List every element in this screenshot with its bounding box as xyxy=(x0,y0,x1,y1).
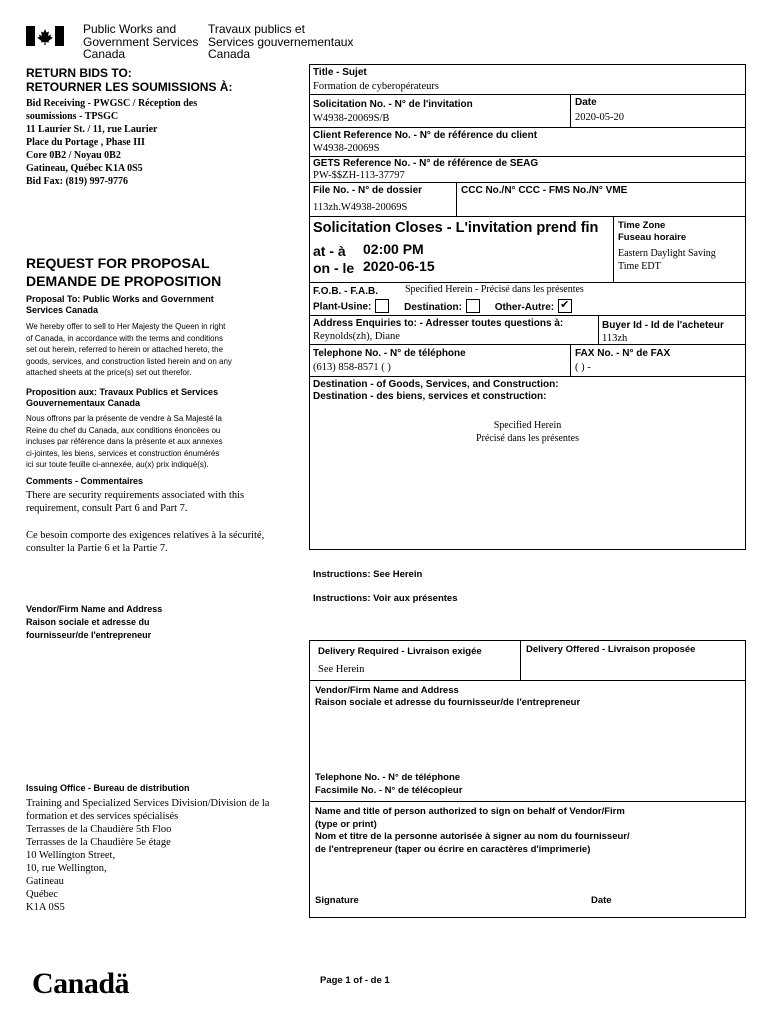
comments-label: Comments - Commentaires xyxy=(26,476,144,486)
proposal-to: Proposal To: Public Works and Government Services Canada xyxy=(26,294,214,315)
destination-checkbox[interactable] xyxy=(466,299,480,313)
solicitation-value: W4938-20069S/B xyxy=(313,113,390,124)
comments-fr: Ce besoin comporte des exigences relatives à la sécurité, consulter la Partie 6 et la Partie 7. xyxy=(26,530,265,554)
page-number: Page 1 of - de 1 xyxy=(320,975,390,986)
signature-label: Signature xyxy=(315,895,359,906)
client-ref-value: W4938-20069S xyxy=(313,143,380,154)
return-bids-address: Bid Receiving - PWGSC / Réception des soumissions - TPSGC 11 Laurier St. / 11, rue Laurier Place du Portage , Phase III Core 0B2 / Noyau 0B2 Gatineau, Québec K1A 0S5 Bid Fax: (819) 997-9776 xyxy=(26,98,198,187)
rfp-title: REQUEST FOR PROPOSAL DEMANDE DE PROPOSITION xyxy=(26,255,222,289)
destination-label: Destination: xyxy=(404,301,462,313)
canada-flag-icon xyxy=(26,26,64,46)
destination-goods-value: Specified Herein Précisé dans les présentes xyxy=(475,420,580,444)
canada-wordmark: Canadä xyxy=(32,967,130,1000)
phone-label: Telephone No. - N° de téléphone xyxy=(313,348,466,359)
comments-en: There are security requirements associated with this requirement, consult Part 6 and Part 7. xyxy=(26,490,245,514)
issuing-office-address: Training and Specialized Services Division/Division de la formation et des services spécialisés Terrasses de la Chaudière 5th Floo Terrasses de la Chaudière 5e étage 10 Wellington Street, 10, rue Wellington, Gatineau Québec K1A 0S5 xyxy=(26,798,270,913)
title-value: Formation de cyberopérateurs xyxy=(313,81,439,92)
plant-label: Plant-Usine: xyxy=(313,301,372,313)
delivery-required-label: Delivery Required - Livraison exigée xyxy=(318,646,482,657)
fob-label: F.O.B. - F.A.B. xyxy=(313,286,378,297)
solicitation-label: Solicitation No. - N° de l'invitation xyxy=(313,99,473,110)
authorized-person-label: Name and title of person authorized to sign on behalf of Vendor/Firm (type or print) Nom et titre de la personne autorisée à signer au nom du fournisseur/ de l'entrepreneur (taper ou écrire en caractères d'imprimerie) xyxy=(315,806,630,855)
offer-text-en: We hereby offer to sell to Her Majesty the Queen in right of Canada, in accordance with the terms and conditions set out herein, referred to herein or attached hereto, the goods, services, and construction listed herein and on any attached sheets at the price(s) set out therefor. xyxy=(26,322,232,377)
shipping-options xyxy=(313,300,578,315)
other-label: Other-Autre: xyxy=(494,301,555,313)
vendor-label-left: Vendor/Firm Name and Address Raison sociale et adresse du fournisseur/de l'entrepreneur xyxy=(26,604,163,640)
gets-value: PW-$$ZH-113-37797 xyxy=(313,170,405,181)
buyer-label: Buyer Id - Id de l'acheteur xyxy=(602,320,724,331)
tel-fax-label: Telephone No. - N° de téléphone Facsimile No. - N° de télécopieur xyxy=(315,772,463,796)
fob-value: Specified Herein - Précisé dans les présentes xyxy=(405,284,584,295)
date-value: 2020-05-20 xyxy=(575,112,624,123)
closing-time: 02:00 PM xyxy=(363,241,424,257)
ccc-label: CCC No./N° CCC - FMS No./N° VME xyxy=(461,185,628,196)
file-value: 113zh.W4938-20069S xyxy=(313,202,408,213)
return-bids-title: RETURN BIDS TO: RETOURNER LES SOUMISSIONS À: xyxy=(26,66,233,94)
check-icon: ✔ xyxy=(560,298,570,311)
gets-label: GETS Reference No. - N° de référence de SEAG xyxy=(313,158,539,169)
enquiries-value: Reynolds(zh), Diane xyxy=(313,331,400,342)
phone-value: (613) 858-8571 ( ) xyxy=(313,362,391,373)
fax-label: FAX No. - N° de FAX xyxy=(575,348,671,359)
on-label: on - le xyxy=(313,260,355,276)
org-name-en: Public Works and Government Services Canada xyxy=(83,22,199,61)
tz-value: Eastern Daylight Saving Time EDT xyxy=(618,248,716,272)
title-label: Title - Sujet xyxy=(313,67,367,78)
org-name-fr: Travaux publics et Services gouvernementaux Canada xyxy=(208,22,354,61)
offer-text-fr: Nous offrons par la présente de vendre à Sa Majesté la Reine du chef du Canada, aux conditions énoncées ou incluses par référence dans la présente et aux annexes ci-jointes, les biens, services et construction énumérés ici sur toute feuille ci-annexée, au(x) prix indiqué(s). xyxy=(26,414,223,469)
date-label: Date xyxy=(575,97,597,108)
delivery-required-value: See Herein xyxy=(318,664,365,675)
issuing-office-label: Issuing Office - Bureau de distribution xyxy=(26,783,190,793)
enquiries-label: Address Enquiries to: - Adresser toutes questions à: xyxy=(313,318,564,329)
client-ref-label: Client Reference No. - N° de référence du client xyxy=(313,130,538,141)
instructions-fr: Instructions: Voir aux présentes xyxy=(313,593,458,604)
closing-date: 2020-06-15 xyxy=(363,258,435,274)
tz-label: Time Zone Fuseau horaire xyxy=(618,220,687,243)
fax-value: ( ) - xyxy=(575,362,591,373)
vendor-label-right: Vendor/Firm Name and Address Raison sociale et adresse du fournisseur/de l'entrepreneur xyxy=(315,685,581,708)
instructions-en: Instructions: See Herein xyxy=(313,569,423,580)
buyer-value: 113zh xyxy=(602,333,628,344)
at-label: at - à xyxy=(313,243,346,259)
proposition-title: Proposition aux: Travaux Publics et Services Gouvernementaux Canada xyxy=(26,387,219,408)
file-label: File No. - N° de dossier xyxy=(313,185,423,196)
other-checkbox[interactable] xyxy=(558,299,572,313)
signature-date-label: Date xyxy=(591,895,612,906)
destination-goods-label: Destination - of Goods, Services, and Construction: Destination - des biens, services et construction: xyxy=(313,379,559,402)
closes-label: Solicitation Closes - L'invitation prend fin xyxy=(313,220,599,236)
delivery-offered-label: Delivery Offered - Livraison proposée xyxy=(526,644,696,655)
plant-checkbox[interactable] xyxy=(375,299,389,313)
